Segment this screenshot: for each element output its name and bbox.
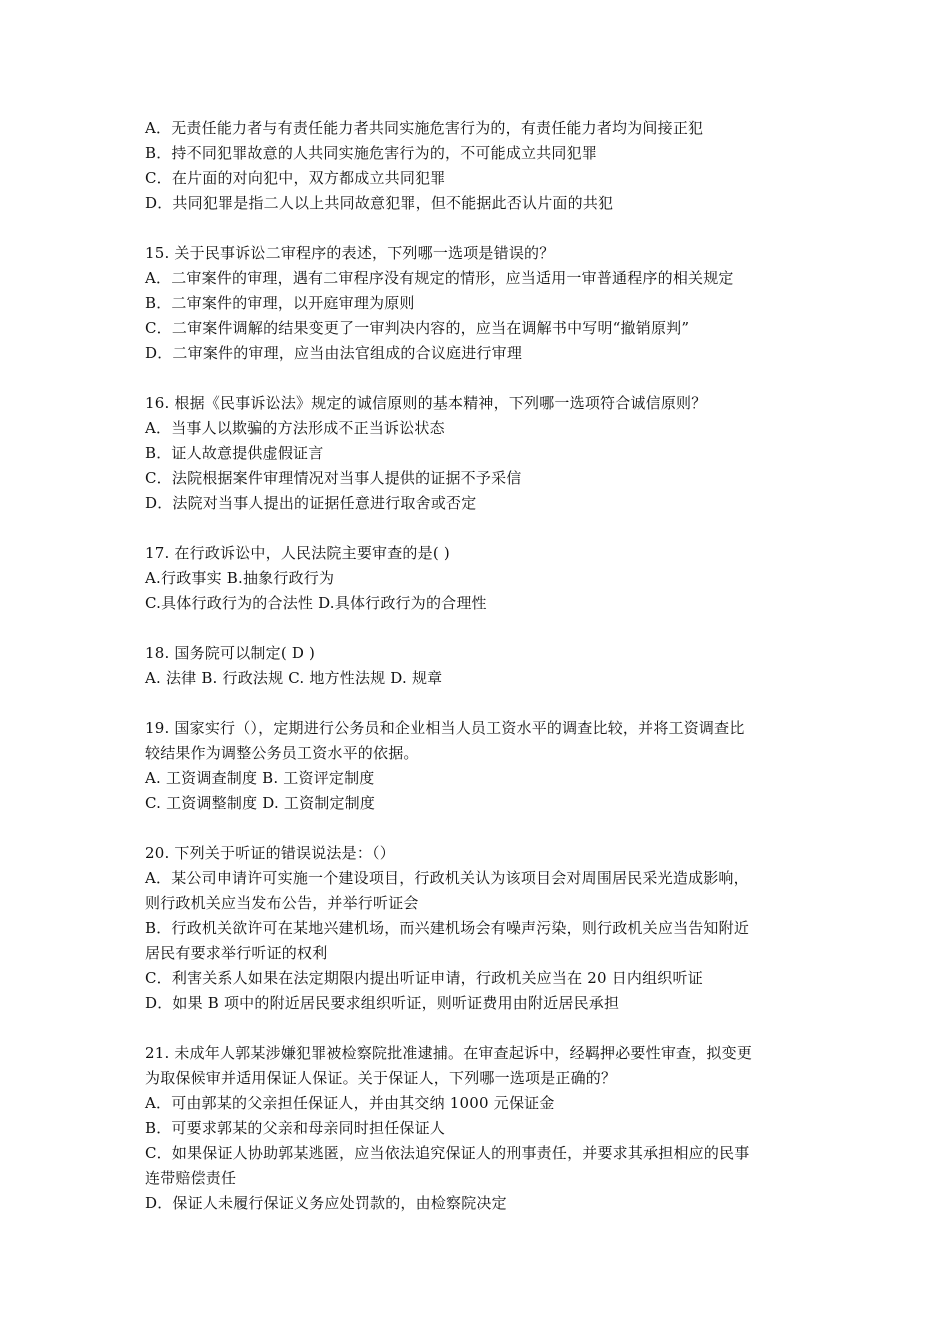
text-line: 18. 国务院可以制定( D ) — [145, 644, 316, 662]
paragraph-gap — [145, 691, 810, 716]
text-line: B．持不同犯罪故意的人共同实施危害行为的，不可能成立共同犯罪 — [145, 144, 598, 162]
text-line: 较结果作为调整公务员工资水平的依据。 — [145, 744, 419, 762]
question-block — [145, 391, 810, 516]
text-line: C. 工资调整制度 D. 工资制定制度 — [145, 794, 376, 812]
text-line: 20. 下列关于听证的错误说法是：（） — [145, 844, 395, 862]
question-block — [145, 241, 810, 366]
text-line: 为取保候审并适用保证人保证。关于保证人，下列哪一选项是正确的？ — [145, 1069, 617, 1087]
text-line: A．当事人以欺骗的方法形成不正当诉讼状态 — [145, 419, 445, 437]
text-line: B．二审案件的审理，以开庭审理为原则 — [145, 294, 415, 312]
text-line: D．保证人未履行保证义务应处罚款的，由检察院决定 — [145, 1194, 507, 1212]
question-block — [145, 841, 810, 1016]
paragraph-gap — [145, 1016, 810, 1041]
text-line: 则行政机关应当发布公告，并举行听证会 — [145, 894, 419, 912]
paragraph-gap — [145, 366, 810, 391]
text-line: A.行政事实 B.抽象行政行为 — [145, 569, 335, 587]
text-line: A．可由郭某的父亲担任保证人，并由其交纳 1000 元保证金 — [145, 1094, 555, 1112]
text-line: C.具体行政行为的合法性 D.具体行政行为的合理性 — [145, 594, 487, 612]
paragraph-gap — [145, 616, 810, 641]
text-line: 21. 未成年人郭某涉嫌犯罪被检察院批准逮捕。在审查起诉中，经羁押必要性审查，拟变更 — [145, 1044, 753, 1062]
text-line: B．行政机关欲许可在某地兴建机场，而兴建机场会有噪声污染，则行政机关应当告知附近 — [145, 919, 750, 937]
text-line: 19. 国家实行（），定期进行公务员和企业相当人员工资水平的调查比较，并将工资调查比 — [145, 719, 745, 737]
text-line: C．二审案件调解的结果变更了一审判决内容的，应当在调解书中写明“撤销原判” — [145, 319, 690, 337]
text-line: 17. 在行政诉讼中，人民法院主要审查的是( ) — [145, 544, 450, 562]
text-line: B．可要求郭某的父亲和母亲同时担任保证人 — [145, 1119, 446, 1137]
text-line: D．二审案件的审理，应当由法官组成的合议庭进行审理 — [145, 344, 523, 362]
text-line: D．法院对当事人提出的证据任意进行取舍或否定 — [145, 494, 477, 512]
text-line: A. 法律 B. 行政法规 C. 地方性法规 D. 规章 — [145, 669, 443, 687]
document-content — [145, 116, 810, 1216]
text-line: C．法院根据案件审理情况对当事人提供的证据不予采信 — [145, 469, 522, 487]
text-line: C．如果保证人协助郭某逃匿，应当依法追究保证人的刑事责任，并要求其承担相应的民事 — [145, 1144, 750, 1162]
text-line: A．无责任能力者与有责任能力者共同实施危害行为的，有责任能力者均为间接正犯 — [145, 119, 704, 137]
question-block — [145, 641, 810, 691]
text-line: 15. 关于民事诉讼二审程序的表述，下列哪一选项是错误的？ — [145, 244, 555, 262]
paragraph-gap — [145, 816, 810, 841]
text-line: D．如果 B 项中的附近居民要求组织听证，则听证费用由附近居民承担 — [145, 994, 620, 1012]
text-line: 居民有要求举行听证的权利 — [145, 944, 328, 962]
text-line: A．二审案件的审理，遇有二审程序没有规定的情形，应当适用一审普通程序的相关规定 — [145, 269, 734, 287]
text-line: A．某公司申请许可实施一个建设项目，行政机关认为该项目会对周围居民采光造成影响， — [145, 869, 749, 887]
question-block — [145, 1041, 810, 1216]
paragraph-gap — [145, 216, 810, 241]
text-line: A. 工资调查制度 B. 工资评定制度 — [145, 769, 375, 787]
question-block — [145, 716, 810, 816]
text-line: D．共同犯罪是指二人以上共同故意犯罪，但不能据此否认片面的共犯 — [145, 194, 614, 212]
paragraph-gap — [145, 516, 810, 541]
question-block — [145, 541, 810, 616]
text-line: 连带赔偿责任 — [145, 1169, 237, 1187]
text-line: C．利害关系人如果在法定期限内提出听证申请，行政机关应当在 20 日内组织听证 — [145, 969, 703, 987]
options-block — [145, 116, 810, 216]
text-line: C．在片面的对向犯中，双方都成立共同犯罪 — [145, 169, 446, 187]
text-line: B．证人故意提供虚假证言 — [145, 444, 324, 462]
text-line: 16. 根据《民事诉讼法》规定的诚信原则的基本精神，下列哪一选项符合诚信原则？ — [145, 394, 707, 412]
